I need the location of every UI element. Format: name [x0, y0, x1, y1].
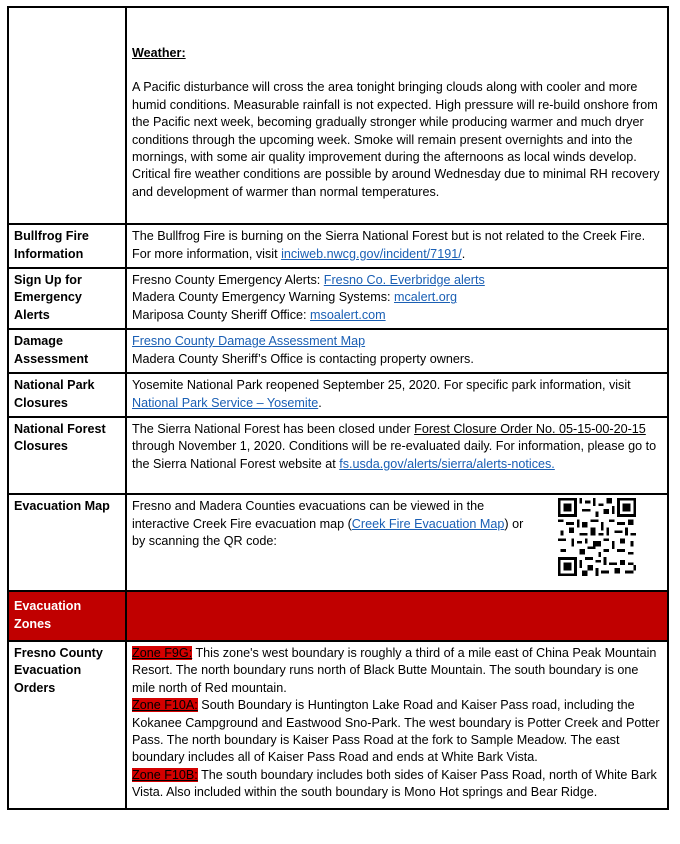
zone-text: The south boundary includes both sides of Kaiser Pass Road, north of White Bark Vista. Also included within the south boundary is Mono Hot springs and Bear Ridge. [132, 767, 657, 800]
fresno-orders-cell [126, 641, 668, 809]
signup-row [8, 268, 668, 329]
mcalert-link[interactable]: mcalert.org [394, 290, 458, 305]
nps-yosemite-link[interactable]: National Park Service – Yosemite [132, 395, 319, 410]
damage-map-link[interactable]: Fresno County Damage Assessment Map [132, 334, 366, 349]
signup-mariposa-text: Mariposa County Sheriff Office: [132, 307, 311, 322]
park-after: . [318, 395, 322, 410]
weather-body: A Pacific disturbance will cross the area tonight bringing clouds along with cooler and more humid conditions. Measurable rainfall is not expected. High pressure will re-build onshore from the Pacific next week, becoming gradually stronger while producing warmer and much dryer conditions through the upcoming week. Smoke will remain present overnights and into the mornings, with some air quality improvement during the afternoons as local winds develop. Critical fire weather conditions are possible by around Wednesday due to minimal RH recovery and development of warmer than normal temperatures. [132, 80, 660, 199]
fresno-everbridge-link[interactable]: Fresno Co. Everbridge alerts [323, 273, 485, 288]
zone-text: This zone's west boundary is roughly a third of a mile east of China Peak Mountain Resort. The north boundary runs north of Black Butte Mountain. The south boundary is one mile north of Red mountain. [132, 645, 657, 695]
zone-tag: Zone F10A: [132, 698, 198, 713]
park-label: National Park Closures [8, 373, 126, 417]
forest-text-1: The Sierra National Forest has been closed under [132, 421, 415, 436]
zones-header-blank [126, 591, 668, 641]
signup-line-mariposa [132, 307, 662, 324]
park-row [8, 373, 668, 417]
evacmap-wrap [132, 498, 662, 586]
zones-header-label: Evacuation Zones [8, 591, 126, 641]
fresno-orders-row [8, 641, 668, 809]
bullfrog-label: Bullfrog Fire Information [8, 224, 126, 268]
forest-row [8, 417, 668, 494]
signup-label: Sign Up for Emergency Alerts [8, 268, 126, 329]
weather-label-cell [8, 7, 126, 224]
evacmap-cell [126, 494, 668, 591]
fresno-orders-label: Fresno County Evacuation Orders [8, 641, 126, 809]
damage-label: Damage Assessment [8, 329, 126, 373]
forest-text-2: through November 1, 2020. Conditions will be re-evaluated daily. For information, please go to the Sierra National Forest website at [132, 439, 657, 471]
evacmap-row [8, 494, 668, 591]
zone-tag: Zone F9G: [132, 645, 193, 660]
evacmap-label: Evacuation Map [8, 494, 126, 591]
zones-header-row [8, 591, 668, 641]
forest-label: National Forest Closures [8, 417, 126, 494]
zone-tag: Zone F10B: [132, 767, 198, 782]
damage-row [8, 329, 668, 373]
weather-row [8, 7, 668, 224]
park-cell [126, 373, 668, 417]
signup-cell [126, 268, 668, 329]
signup-line-madera [132, 289, 662, 306]
weather-cell [126, 7, 668, 224]
evacmap-text-1: Fresno and Madera Counties evacuations can be viewed in the interactive Creek Fire evacuation map ( [132, 499, 485, 531]
msoalert-link[interactable]: msoalert.com [310, 307, 386, 322]
park-text: Yosemite National Park reopened September 25, 2020. For specific park information, visit [132, 378, 631, 393]
damage-text: Madera County Sheriff’s Office is contacting property owners. [132, 351, 474, 366]
signup-fresno-text: Fresno County Emergency Alerts: [132, 273, 324, 288]
evacmap-text-block [132, 498, 532, 550]
zone-item [132, 767, 662, 802]
signup-line-fresno [132, 272, 662, 289]
qr-code-icon[interactable] [558, 498, 636, 576]
fs-usda-link[interactable]: fs.usda.gov/alerts/sierra/alerts-notices. [339, 456, 555, 471]
bullfrog-row [8, 224, 668, 268]
creek-fire-map-link[interactable]: Creek Fire Evacuation Map [351, 516, 505, 531]
forest-order-link[interactable]: Forest Closure Order No. 05-15-00-20-15 [414, 421, 646, 436]
weather-heading: Weather: [132, 46, 186, 60]
evacmap-text-2: ) or by scanning the QR code: [132, 516, 524, 548]
info-table [7, 6, 669, 810]
zone-text: South Boundary is Huntington Lake Road and Kaiser Pass road, including the Kokanee Campground and Eastwood Sno-Park. The west boundary is Potter Creek and Potter Pass. The north boundary is Kaiser Pass Road at the fork to Sample Meadow. The east boundary includes all of Kaiser Pass Road and ends at White Bark Vista. [132, 698, 660, 765]
signup-madera-text: Madera County Emergency Warning Systems: [132, 290, 395, 305]
bullfrog-text: The Bullfrog Fire is burning on the Sierra National Forest but is not related to the Creek Fire. For more information, visit [132, 229, 646, 261]
bullfrog-link[interactable]: inciweb.nwcg.gov/incident/7191/ [281, 246, 462, 261]
damage-cell [126, 329, 668, 373]
bullfrog-after: . [461, 246, 466, 261]
forest-cell [126, 417, 668, 494]
zone-item [132, 697, 662, 767]
bullfrog-cell [126, 224, 668, 268]
zone-item [132, 645, 662, 697]
